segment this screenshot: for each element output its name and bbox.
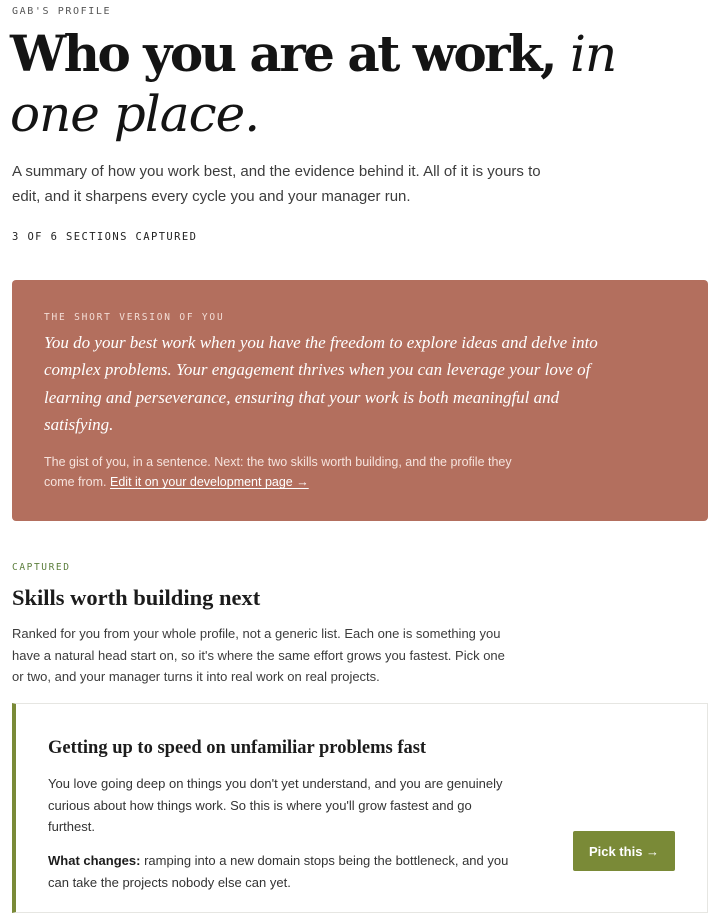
headline-main: Who you are at work, [10, 24, 556, 83]
section-title: Skills worth building next [12, 585, 261, 610]
what-changes-label: What changes: [48, 853, 141, 868]
section-description: Ranked for you from your whole profile, not a generic list. Each one is something you have a natural head start on, so it's where the same effort grows you fastest. Pick one or two, and your manager turns it into real work on real projects. [12, 626, 505, 684]
section-status-badge: CAPTURED [12, 562, 71, 573]
summary-note-text: The gist of you, in a sentence. Next: the two skills worth building, and the profile they come from. [44, 455, 512, 490]
what-changes-text: ramping into a new domain stops being the bottleneck, and you can take the projects nobody else can yet. [48, 853, 509, 890]
edit-development-page-link[interactable]: Edit it on your development page → [110, 475, 309, 490]
summary-quote: You do your best work when you have the freedom to explore ideas and delve into complex problems. Your engagement thrives when you can leverage your love of learning and perseverance, ensuring that your work is both meaningful and satisfying. [44, 333, 598, 434]
skill-title: Getting up to speed on unfamiliar problems fast [48, 738, 427, 758]
skill-what-changes [48, 850, 518, 894]
skill-description: You love going deep on things you don't yet understand, and you are genuinely curious about how things work. So this is where you'll grow fastest and go furthest. [48, 776, 503, 834]
headline-italic: in one place. [10, 25, 617, 143]
pick-this-button[interactable]: Pick this → [573, 831, 675, 871]
progress-indicator: 3 OF 6 SECTIONS CAPTURED [12, 231, 198, 243]
profile-eyebrow: GAB'S PROFILE [12, 6, 112, 17]
summary-note [44, 452, 514, 492]
summary-card [12, 280, 708, 521]
page-title [10, 24, 710, 144]
summary-eyebrow: THE SHORT VERSION OF YOU [44, 312, 225, 323]
intro-text: A summary of how you work best, and the evidence behind it. All of it is yours to edit, and it sharpens every cycle you and your manager run. [12, 163, 541, 205]
skill-card [12, 703, 708, 913]
